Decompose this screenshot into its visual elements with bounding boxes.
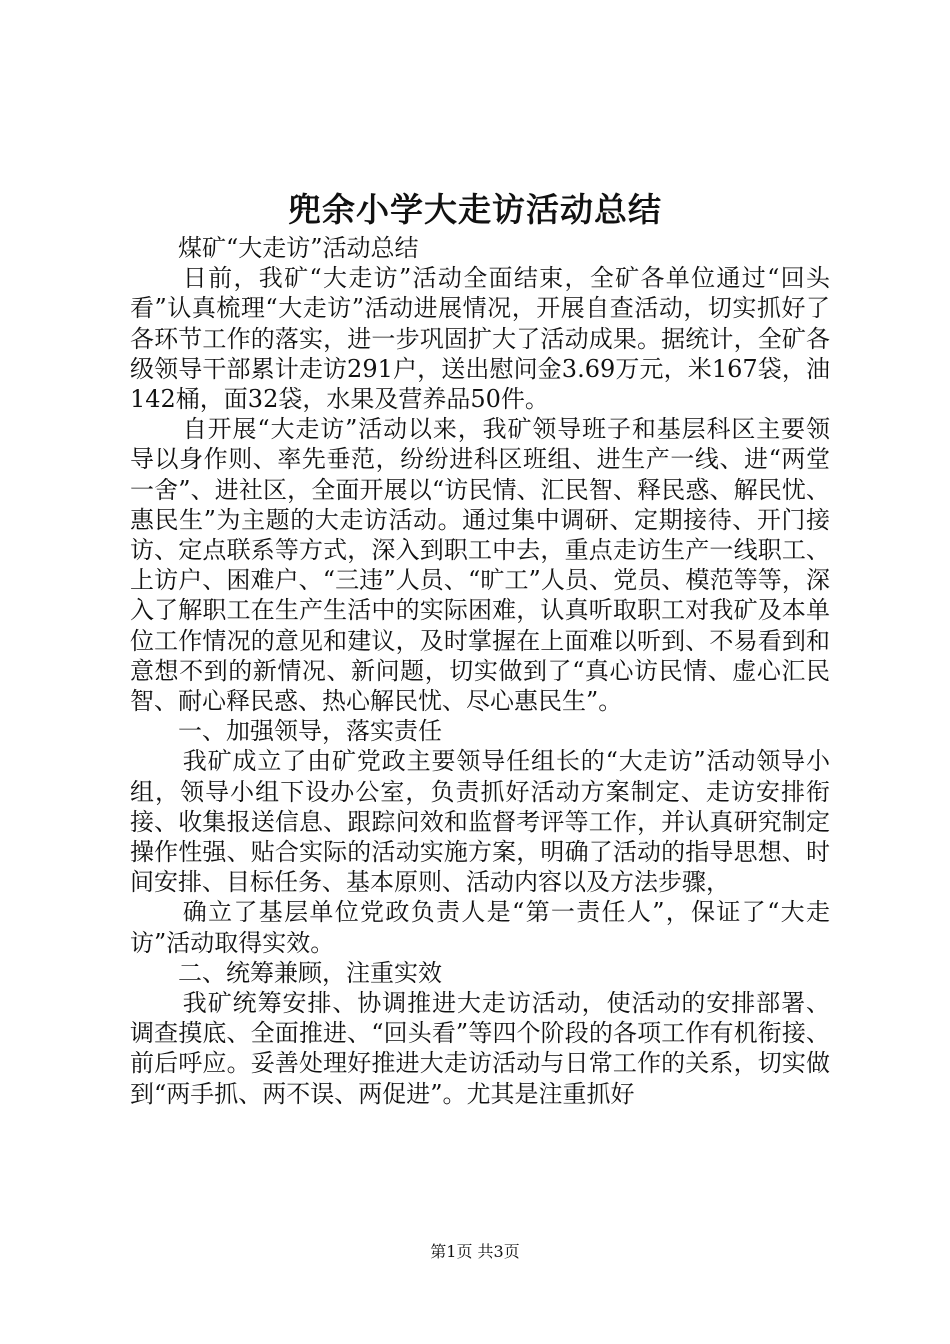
section-heading-1: 一、加强领导，落实责任 bbox=[178, 717, 442, 746]
document-body bbox=[130, 233, 830, 1109]
section-heading-2: 二、统筹兼顾，注重实效 bbox=[178, 958, 442, 987]
page-number-footer: 第1页 共3页 bbox=[430, 1242, 520, 1261]
paragraph-subtitle: 煤矿“大走访”活动总结 bbox=[178, 234, 419, 262]
paragraph-section-2: 我矿统筹安排、协调推进大走访活动，使活动的安排部署、调查摸底、全面推进、“回头看”等四个阶段的各项工作有机衔接、前后呼应。妥善处理好推进大走访活动与日常工作的关系，切实做到“两手抓、两不误、两促进”。尤其是注重抓好 bbox=[130, 989, 830, 1108]
paragraph-intro: 日前，我矿“大走访”活动全面结束，全矿各单位通过“回头看”认真梳理“大走访”活动进展情况，开展自查活动，切实抓好了各环节工作的落实，进一步巩固扩大了活动成果。据统计，全矿各级领导干部累计走访291户，送出慰问金3.69万元，米167袋，油142桶，面32袋，水果及营养品50件。 bbox=[130, 264, 830, 414]
paragraph-section-1-cont: 确立了基层单位党政负责人是“第一责任人”，保证了“大走访”活动取得实效。 bbox=[130, 898, 830, 957]
paragraph-section-1: 我矿成立了由矿党政主要领导任组长的“大走访”活动领导小组，领导小组下设办公室，负责抓好活动方案制定、走访安排衔接、收集报送信息、跟踪问效和监督考评等工作，并认真研究制定操作性强、贴合实际的活动实施方案，明确了活动的指导思想、时间安排、目标任务、基本原则、活动内容以及方法步骤， bbox=[130, 747, 830, 897]
paragraph-overview: 自开展“大走访”活动以来，我矿领导班子和基层科区主要领导以身作则、率先垂范，纷纷进科区班组、进生产一线、进“两堂一舍”、进社区，全面开展以“访民情、汇民智、释民惑、解民忧、惠民生”为主题的大走访活动。通过集中调研、定期接待、开门接访、定点联系等方式，深入到职工中去，重点走访生产一线职工、上访户、困难户、“三违”人员、“旷工”人员、党员、模范等等，深入了解职工在生产生活中的实际困难，认真听取职工对我矿及本单位工作情况的意见和建议，及时掌握在上面难以听到、不易看到和意想不到的新情况、新问题，切实做到了“真心访民情、虚心汇民智、耐心释民惑、热心解民忧、尽心惠民生”。 bbox=[130, 415, 830, 716]
document-title: 兜余小学大走访活动总结 bbox=[288, 190, 662, 229]
